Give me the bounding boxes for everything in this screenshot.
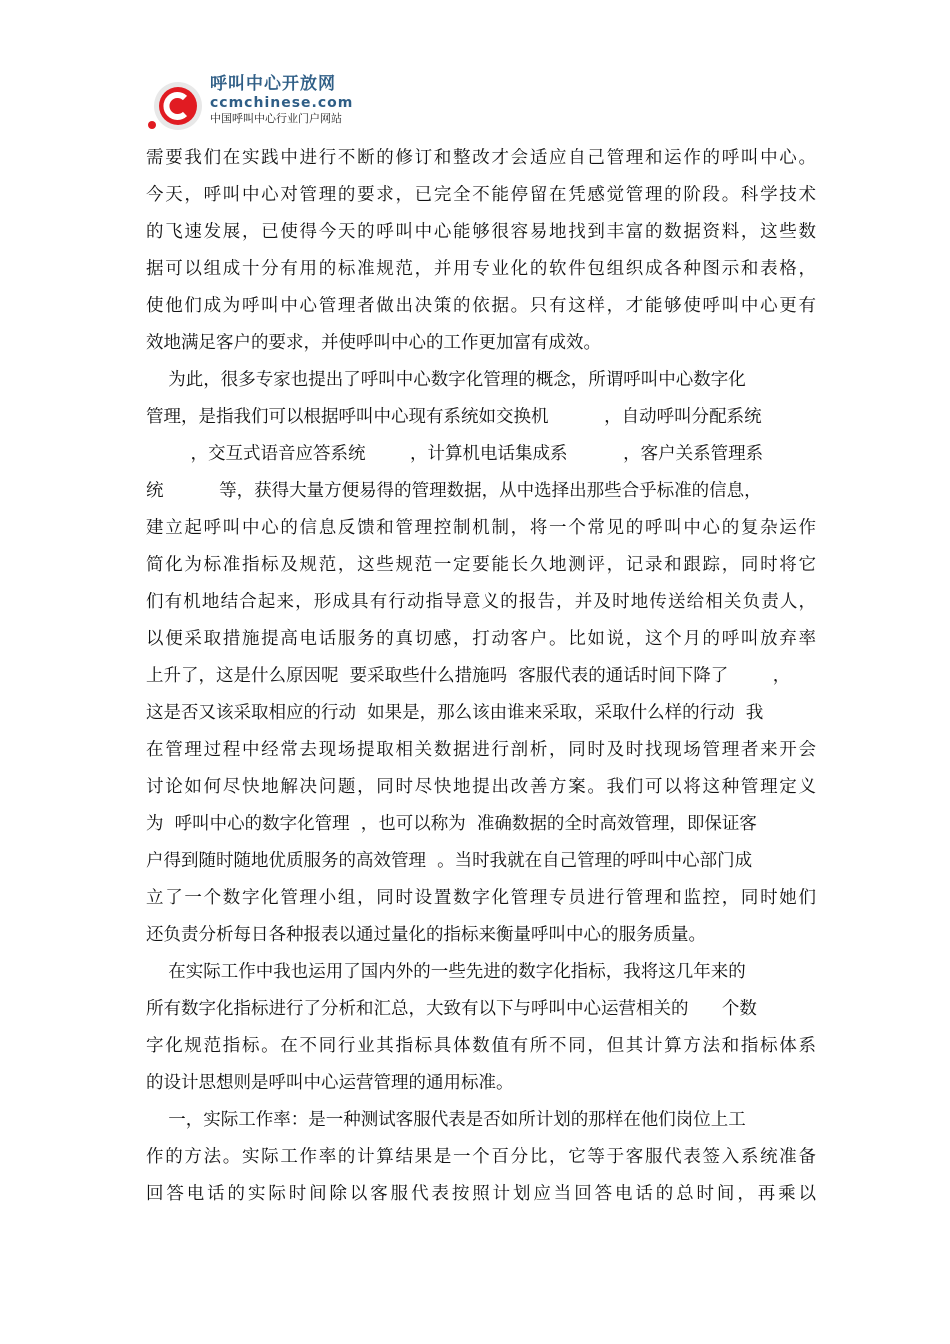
logo-url: ccmchinese.com bbox=[210, 95, 354, 111]
text-line: 这是否又该采取相应的行动 如果是，那么该由谁来采取，采取什么样的行动 我 bbox=[146, 703, 764, 723]
site-logo bbox=[146, 72, 386, 134]
text-line: 今天，呼叫中心对管理的要求，已完全不能停留在凭感觉管理的阶段。科学技术 bbox=[146, 185, 816, 205]
text-line: 为 呼叫中心的数字化管理 ，也可以称为 准确数据的全时高效管理，即保证客 bbox=[146, 814, 757, 834]
text-line: 回答电话的实际时间除以客服代表按照计划应当回答电话的总时间，再乘以 bbox=[146, 1184, 816, 1204]
text-line: 作的方法。实际工作率的计算结果是一个百分比，它等于客服代表签入系统准备 bbox=[146, 1147, 816, 1167]
text-line: 需要我们在实践中进行不断的修订和整改才会适应自己管理和运作的呼叫中心。 bbox=[146, 148, 816, 168]
text-line: 在管理过程中经常去现场提取相关数据进行剖析，同时及时找现场管理者来开会 bbox=[146, 740, 816, 760]
text-line: ，交互式语音应答系统 ，计算机电话集成系 ，客户关系管理系 bbox=[146, 444, 764, 464]
text-line: 管理，是指我们可以根据呼叫中心现有系统如交换机 ，自动呼叫分配系统 bbox=[146, 407, 762, 427]
text-line: 们有机地结合起来，形成具有行动指导意义的报告，并及时地传送给相关负责人， bbox=[146, 592, 816, 612]
text-line: 的飞速发展，已使得今天的呼叫中心能够很容易地找到丰富的数据资料，这些数 bbox=[146, 222, 816, 242]
text-line: 统 等，获得大量方便易得的管理数据，从中选择出那些合乎标准的信息， bbox=[146, 481, 762, 501]
logo-title: 呼叫中心开放网 bbox=[210, 74, 336, 94]
text-line: 还负责分析每日各种报表以通过量化的指标来衡量呼叫中心的服务质量。 bbox=[146, 925, 706, 945]
text-line: 使他们成为呼叫中心管理者做出决策的依据。只有这样，才能够使呼叫中心更有 bbox=[146, 296, 816, 316]
logo-c-icon bbox=[146, 76, 208, 138]
text-line: 立了一个数字化管理小组，同时设置数字化管理专员进行管理和监控，同时她们 bbox=[146, 888, 816, 908]
text-line: 建立起呼叫中心的信息反馈和管理控制机制，将一个常见的呼叫中心的复杂运作 bbox=[146, 518, 816, 538]
text-line: 效地满足客户的要求，并使呼叫中心的工作更加富有成效。 bbox=[146, 333, 601, 353]
document-body bbox=[146, 140, 816, 1213]
text-line: 的设计思想则是呼叫中心运营管理的通用标准。 bbox=[146, 1073, 514, 1093]
text-line: 简化为标准指标及规范，这些规范一定要能长久地测评，记录和跟踪，同时将它 bbox=[146, 555, 816, 575]
text-line: 据可以组成十分有用的标准规范，并用专业化的软件包组织成各种图示和表格， bbox=[146, 259, 816, 279]
text-line: 一，实际工作率：是一种测试客服代表是否如所计划的那样在他们岗位上工 bbox=[146, 1110, 746, 1130]
text-line: 在实际工作中我也运用了国内外的一些先进的数字化指标，我将这几年来的 bbox=[146, 962, 746, 982]
text-line: 字化规范指标。在不同行业其指标具体数值有所不同，但其计算方法和指标体系 bbox=[146, 1036, 816, 1056]
text-line: 所有数字化指标进行了分析和汇总，大致有以下与呼叫中心运营相关的 个数 bbox=[146, 999, 757, 1019]
text-line: 讨论如何尽快地解决问题，同时尽快地提出改善方案。我们可以将这种管理定义 bbox=[146, 777, 816, 797]
logo-text-block bbox=[210, 74, 353, 126]
logo-subtitle: 中国呼叫中心行业门户网站 bbox=[210, 112, 342, 125]
text-line: 户得到随时随地优质服务的高效管理 。当时我就在自己管理的呼叫中心部门成 bbox=[146, 851, 753, 871]
text-line: 为此，很多专家也提出了呼叫中心数字化管理的概念，所谓呼叫中心数字化 bbox=[146, 370, 746, 390]
text-line: 上升了，这是什么原因呢 要采取些什么措施吗 客服代表的通话时间下降了 ， bbox=[146, 666, 791, 686]
text-line: 以便采取措施提高电话服务的真切感，打动客户。比如说，这个月的呼叫放弃率 bbox=[146, 629, 816, 649]
